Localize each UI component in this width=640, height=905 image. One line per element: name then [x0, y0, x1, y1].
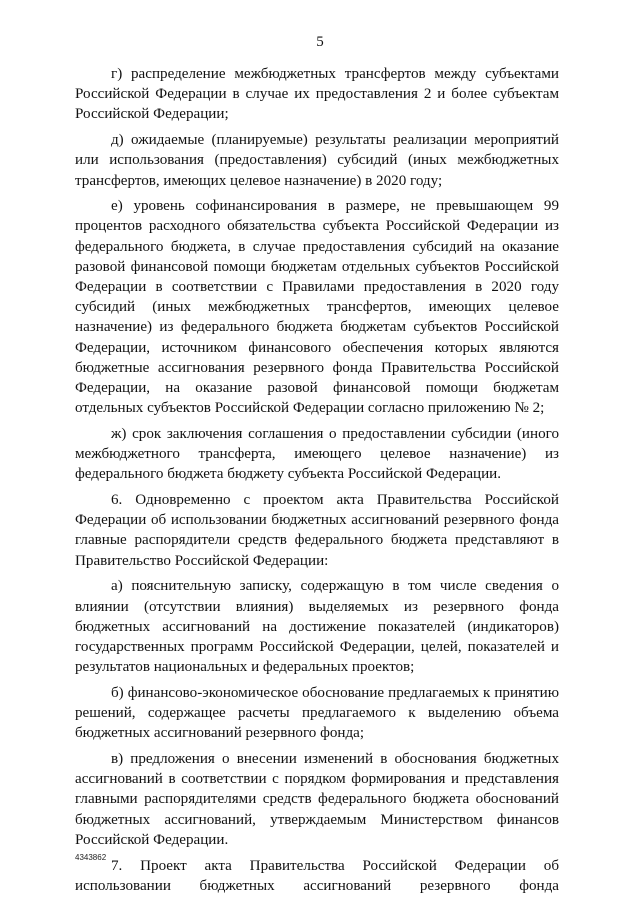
document-body [75, 64, 559, 896]
paragraph-item-d: д) ожидаемые (планируемые) результаты реализации мероприятий или использования (предоставления) субсидий (иных межбюджетных трансфертов, имеющих целевое назначение) в 2020 году; [75, 132, 559, 189]
paragraph-item-zh: ж) срок заключения соглашения о предоставлении субсидии (иного межбюджетного трансферта, имеющего целевое назначение) из федерального бюджета бюджету субъекта Российской Федерации. [75, 425, 559, 483]
document-code: 4343862 [75, 853, 107, 862]
paragraph-section-7: 7. Проект акта Правительства Российской Федерации об использовании бюджетных ассигнований резервного фонда [75, 857, 559, 894]
paragraph-section-6: 6. Одновременно с проектом акта Правительства Российской Федерации об использовании бюджетных ассигнований резервного фонда главные распорядители средств федерального бюджета представляют в Правительство Российской Федерации: [75, 492, 559, 569]
page-number: 5 [316, 34, 324, 50]
paragraph-item-v: в) предложения о внесении изменений в обоснования бюджетных ассигнований в соответствии с порядком формирования и представления главными распорядителями средств федерального бюджета обоснований бюджетных ассигнований, утверждаемым Министерством финансов Российской Федерации. [75, 751, 559, 848]
paragraph-item-g: г) распределение межбюджетных трансфертов между субъектами Российской Федерации в случае их предоставления 2 и более субъектам Российской Федерации; [75, 66, 559, 123]
paragraph-item-e: е) уровень софинансирования в размере, не превышающем 99 процентов расходного обязательства субъекта Российской Федерации из федерального бюджета, в случае предоставления субсидий на оказание разовой финансовой помощи бюджетам отдельных субъектов Российской Федерации в соответствии с Правилами предоставления в 2020 году субсидий (иных межбюджетных трансфертов, имеющих целевое назначение) из федерального бюджета бюджетам субъектов Российской Федерации, источником финансового обеспечения которых являются бюджетные ассигнования резервного фонда Правительства Российской Федерации, на оказание разовой финансовой помощи бюджетам отдельных субъектов Российской Федерации согласно приложению № 2; [75, 198, 559, 417]
paragraph-item-a: а) пояснительную записку, содержащую в том числе сведения о влиянии (отсутствии влияния) выделяемых из резервного фонда бюджетных ассигнований на достижение показателей (индикаторов) государственных программ Российской Федерации, целей, показателей и результатов национальных и федеральных проектов; [75, 578, 559, 676]
paragraph-item-b: б) финансово-экономическое обоснование предлагаемых к принятию решений, содержащее расчеты предлагаемого к выделению объема бюджетных ассигнований резервного фонда; [75, 684, 559, 742]
